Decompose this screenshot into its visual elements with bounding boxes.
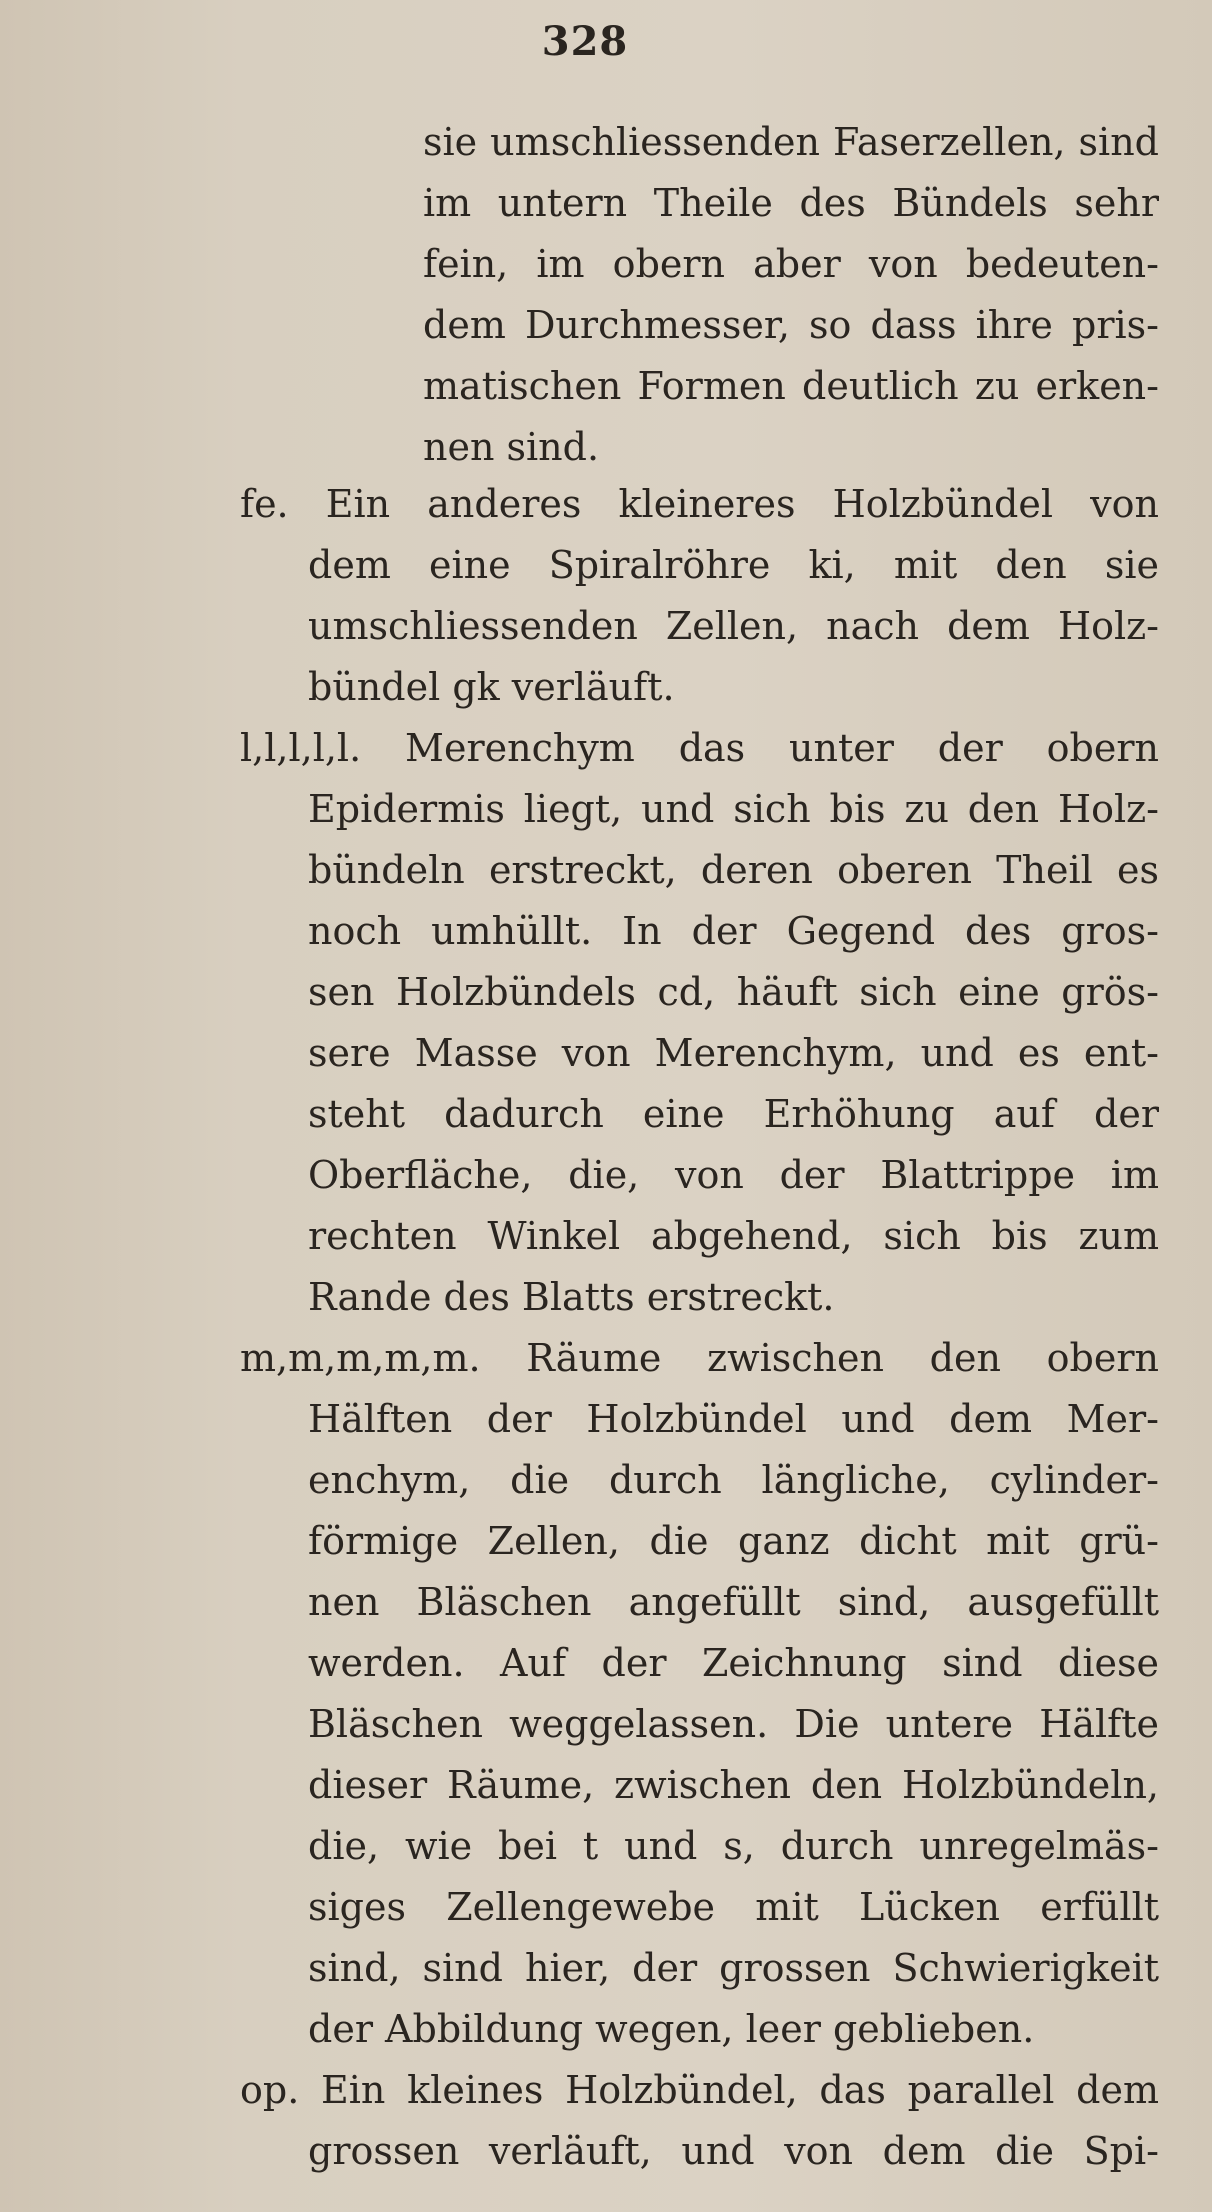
text-line: steht dadurch eine Erhöhung auf der — [308, 1092, 1159, 1136]
text-line: der Abbildung wegen, leer geblieben. — [308, 2007, 1035, 2051]
text-line: bündeln erstreckt, deren oberen Theil es — [308, 848, 1159, 892]
text-line: sind, sind hier, der grossen Schwierigkeit — [308, 1946, 1159, 1990]
text-line: im untern Theile des Bündels sehr — [423, 181, 1159, 225]
text-line: dem eine Spiralröhre ki, mit den sie — [308, 543, 1159, 587]
text-line: sie umschliessenden Faserzellen, sind — [423, 120, 1159, 164]
entry-line: fe. Ein anderes kleineres Holzbündel von — [240, 482, 1159, 526]
text-line: Hälften der Holzbündel und dem Mer- — [308, 1397, 1159, 1441]
text-line: nen sind. — [423, 425, 600, 469]
text-line: bündel gk verläuft. — [308, 665, 675, 709]
text-line: siges Zellengewebe mit Lücken erfüllt — [308, 1885, 1159, 1929]
text-line: sere Masse von Merenchym, und es ent- — [308, 1031, 1159, 1075]
text-line: rechten Winkel abgehend, sich bis zum — [308, 1214, 1159, 1258]
text-line: Rande des Blatts erstreckt. — [308, 1275, 835, 1319]
text-line: noch umhüllt. In der Gegend des gros- — [308, 909, 1159, 953]
text-line: enchym, die durch längliche, cylinder- — [308, 1458, 1159, 1502]
page-number: 328 — [541, 18, 629, 65]
text-line: dieser Räume, zwischen den Holzbündeln, — [308, 1763, 1159, 1807]
text-line: die, wie bei t und s, durch unregelmäs- — [308, 1824, 1159, 1868]
text-line: dem Durchmesser, so dass ihre pris- — [423, 303, 1159, 347]
text-line: Bläschen weggelassen. Die untere Hälfte — [308, 1702, 1159, 1746]
text-line: Oberfläche, die, von der Blattrippe im — [308, 1153, 1159, 1197]
entry-line: op. Ein kleines Holzbündel, das parallel dem — [240, 2068, 1159, 2112]
text-line: grossen verläuft, und von dem die Spi- — [308, 2129, 1159, 2173]
text-line: sen Holzbündels cd, häuft sich eine grös- — [308, 970, 1159, 1014]
text-line: nen Bläschen angefüllt sind, ausgefüllt — [308, 1580, 1159, 1624]
text-line: umschliessenden Zellen, nach dem Holz- — [308, 604, 1159, 648]
text-line: Epidermis liegt, und sich bis zu den Holz- — [308, 787, 1159, 831]
entry-line: m,m,m,m,m. Räume zwischen den obern — [240, 1336, 1159, 1380]
text-line: matischen Formen deutlich zu erken- — [423, 364, 1159, 408]
text-line: fein, im obern aber von bedeuten- — [423, 242, 1159, 286]
entry-line: l,l,l,l,l. Merenchym das unter der obern — [240, 726, 1159, 770]
text-line: förmige Zellen, die ganz dicht mit grü- — [308, 1519, 1159, 1563]
text-line: werden. Auf der Zeichnung sind diese — [308, 1641, 1159, 1685]
